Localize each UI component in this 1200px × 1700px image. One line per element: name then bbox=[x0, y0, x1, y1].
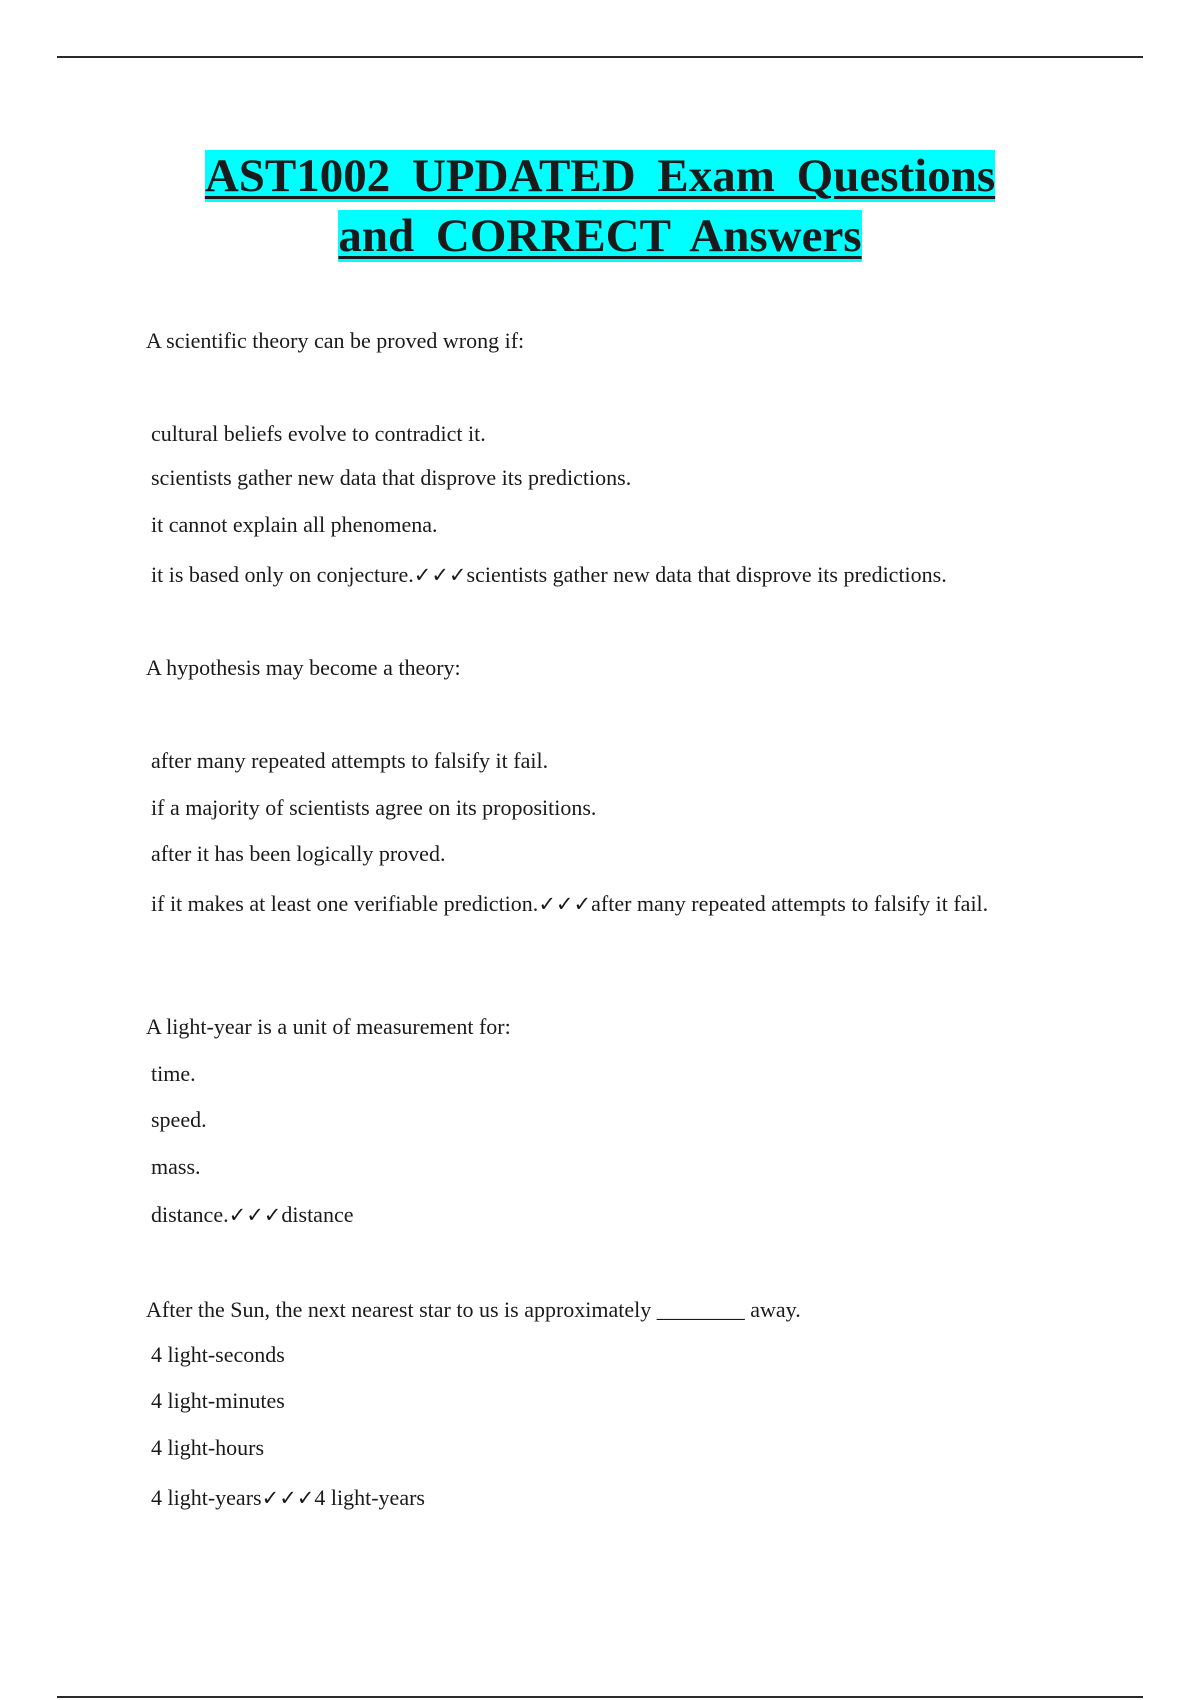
answer-option: 4 light-hours bbox=[151, 1435, 265, 1460]
title-line-1: AST1002 UPDATED Exam Questions bbox=[204, 150, 996, 202]
correct-answer: 4 light-years bbox=[314, 1485, 425, 1510]
check-mark-icon: ✓✓✓ bbox=[261, 1486, 315, 1510]
answer-option: after it has been logically proved. bbox=[151, 841, 446, 866]
question-prompt: A scientific theory can be proved wrong if: bbox=[146, 328, 525, 353]
answer-option: if it makes at least one verifiable prediction. bbox=[151, 891, 539, 916]
check-mark-icon: ✓✓✓ bbox=[413, 563, 467, 587]
answer-option-with-answer bbox=[151, 560, 1051, 590]
check-mark-icon: ✓✓✓ bbox=[538, 892, 592, 916]
correct-answer: scientists gather new data that disprove its predictions. bbox=[466, 562, 947, 587]
answer-option-with-answer bbox=[151, 1200, 1051, 1230]
question-prompt: A light-year is a unit of measurement for: bbox=[146, 1014, 511, 1039]
answer-option-with-answer bbox=[146, 889, 1036, 919]
check-mark-icon: ✓✓✓ bbox=[228, 1203, 282, 1227]
answer-option: if a majority of scientists agree on its propositions. bbox=[151, 795, 597, 820]
answer-option: after many repeated attempts to falsify it fail. bbox=[151, 748, 549, 773]
question-prompt: After the Sun, the next nearest star to us is approximately ________ away. bbox=[146, 1297, 801, 1322]
answer-option: cultural beliefs evolve to contradict it. bbox=[151, 421, 486, 446]
title-line-2: and CORRECT Answers bbox=[338, 210, 862, 262]
document-title bbox=[80, 146, 1120, 266]
answer-option: time. bbox=[151, 1061, 196, 1086]
answer-option: distance. bbox=[151, 1202, 229, 1227]
answer-option: speed. bbox=[151, 1107, 207, 1132]
answer-option: 4 light-years bbox=[151, 1485, 262, 1510]
answer-option: 4 light-minutes bbox=[151, 1388, 285, 1413]
bottom-rule bbox=[57, 1696, 1143, 1698]
answer-option-with-answer bbox=[151, 1483, 1051, 1513]
answer-option: mass. bbox=[151, 1154, 201, 1179]
correct-answer: distance bbox=[281, 1202, 354, 1227]
correct-answer: after many repeated attempts to falsify it fail. bbox=[591, 891, 989, 916]
question-prompt: A hypothesis may become a theory: bbox=[146, 655, 461, 680]
answer-option: it cannot explain all phenomena. bbox=[151, 512, 438, 537]
answer-option: it is based only on conjecture. bbox=[151, 562, 414, 587]
top-rule bbox=[57, 56, 1143, 58]
answer-option: 4 light-seconds bbox=[151, 1342, 285, 1367]
answer-option: scientists gather new data that disprove its predictions. bbox=[151, 465, 632, 490]
